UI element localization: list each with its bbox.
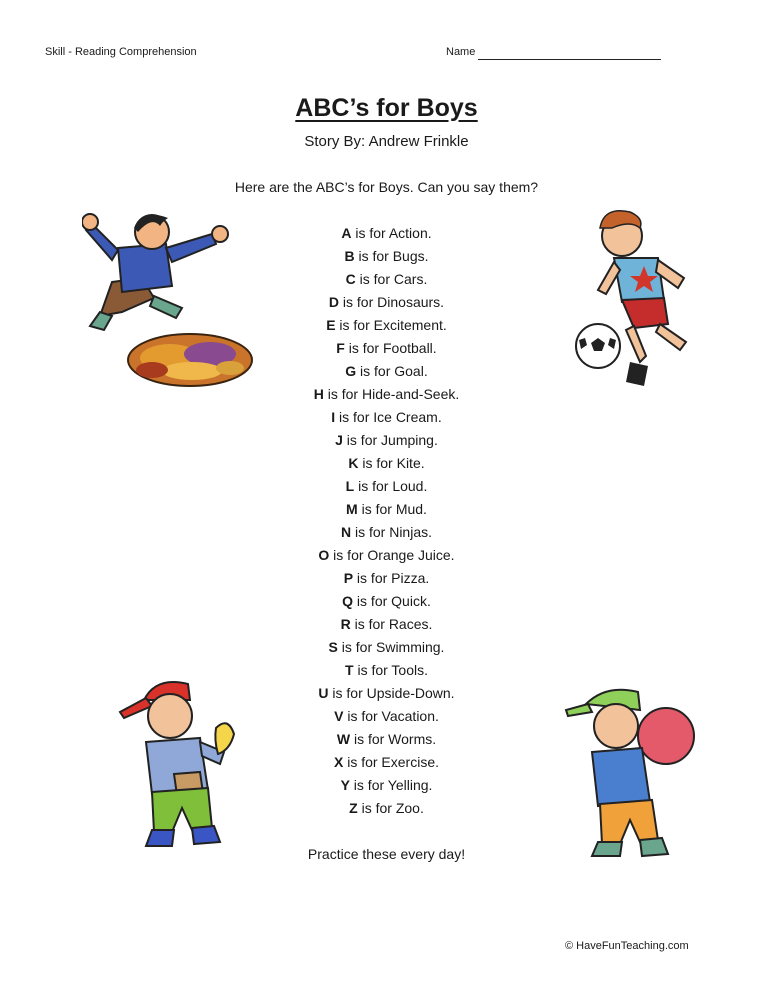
abc-letter: Q (342, 593, 354, 609)
abc-phrase: is for Excitement. (335, 317, 447, 333)
abc-line-s (0, 637, 773, 660)
name-line[interactable] (478, 59, 661, 60)
pants (600, 800, 658, 844)
abc-phrase: is for Tools. (353, 662, 428, 678)
abc-phrase: is for Swimming. (337, 639, 445, 655)
abc-line-i (0, 407, 773, 430)
pants (152, 788, 212, 832)
banana-icon (215, 723, 234, 754)
abc-line-r (0, 614, 773, 637)
abc-phrase: is for Yelling. (349, 777, 433, 793)
abc-line-o (0, 545, 773, 568)
abc-line-p (0, 568, 773, 591)
bubblegum-icon (638, 708, 694, 764)
abc-phrase: is for Goal. (356, 363, 428, 379)
abc-letter: L (345, 478, 355, 494)
intro-text: Here are the ABC’s for Boys. Can you say them? (234, 179, 539, 195)
boy-jumping-leaves-illustration (82, 208, 254, 394)
worksheet-header (45, 46, 663, 62)
skill-label: Skill - Reading Comprehension (45, 46, 197, 58)
abc-letter: K (348, 455, 359, 471)
abc-phrase: is for Quick. (353, 593, 431, 609)
abc-phrase: is for Orange Juice. (329, 547, 455, 563)
abc-letter: A (341, 225, 352, 241)
jacket (118, 244, 172, 292)
copyright-text: © HaveFunTeaching.com (565, 940, 689, 952)
name-label: Name (446, 46, 476, 58)
abc-letter: O (318, 547, 330, 563)
abc-letter: P (343, 570, 354, 586)
abc-letter: B (344, 248, 355, 264)
abc-phrase: is for Mud. (357, 501, 427, 517)
shorts (622, 298, 668, 328)
abc-letter: I (331, 409, 336, 425)
abc-phrase: is for Races. (350, 616, 433, 632)
abc-phrase: is for Action. (351, 225, 432, 241)
jacket (592, 748, 650, 806)
abc-letter: D (328, 294, 340, 310)
closing-text: Practice these every day! (307, 846, 466, 862)
abc-phrase: is for Loud. (354, 478, 428, 494)
abc-phrase: is for Football. (344, 340, 437, 356)
abc-phrase: is for Jumping. (342, 432, 438, 448)
head (148, 694, 192, 738)
abc-letter: V (334, 708, 344, 724)
abc-line-n (0, 522, 773, 545)
abc-phrase: is for Upside-Down. (328, 685, 455, 701)
abc-letter: C (345, 271, 356, 287)
abc-phrase: is for Dinosaurs. (339, 294, 445, 310)
story-byline: Story By: Andrew Frinkle (304, 133, 469, 150)
abc-letter: E (326, 317, 336, 333)
boy-soccer-illustration (574, 206, 710, 392)
abc-letter: H (313, 386, 324, 402)
abc-line-j (0, 430, 773, 453)
abc-letter: Y (340, 777, 350, 793)
abc-line-q (0, 591, 773, 614)
abc-letter: R (340, 616, 351, 632)
abc-letter: G (345, 363, 357, 379)
abc-letter: W (336, 731, 351, 747)
abc-phrase: is for Bugs. (354, 248, 429, 264)
abc-phrase: is for Zoo. (357, 800, 424, 816)
abc-phrase: is for Ninjas. (351, 524, 433, 540)
name-field[interactable] (446, 46, 663, 58)
boy-eating-banana-illustration (116, 676, 248, 854)
abc-line-m (0, 499, 773, 522)
abc-letter: N (340, 524, 352, 540)
abc-phrase: is for Kite. (358, 455, 425, 471)
leaf-pile (128, 334, 252, 386)
abc-phrase: is for Hide-and-Seek. (323, 386, 460, 402)
abc-letter: M (346, 501, 358, 517)
head (594, 704, 638, 748)
abc-letter: F (336, 340, 345, 356)
abc-line-k (0, 453, 773, 476)
abc-phrase: is for Worms. (350, 731, 437, 747)
boy-bubblegum-illustration (562, 684, 706, 862)
abc-phrase: is for Vacation. (343, 708, 439, 724)
abc-letter: Z (349, 800, 358, 816)
abc-letter: U (318, 685, 329, 701)
abc-line-l (0, 476, 773, 499)
abc-phrase: is for Pizza. (353, 570, 430, 586)
abc-letter: J (335, 432, 343, 448)
abc-letter: X (333, 754, 344, 770)
abc-phrase: is for Exercise. (343, 754, 440, 770)
abc-letter: T (345, 662, 354, 678)
abc-phrase: is for Ice Cream. (335, 409, 442, 425)
abc-phrase: is for Cars. (355, 271, 428, 287)
page-title: ABC’s for Boys (295, 94, 478, 122)
abc-letter: S (328, 639, 338, 655)
